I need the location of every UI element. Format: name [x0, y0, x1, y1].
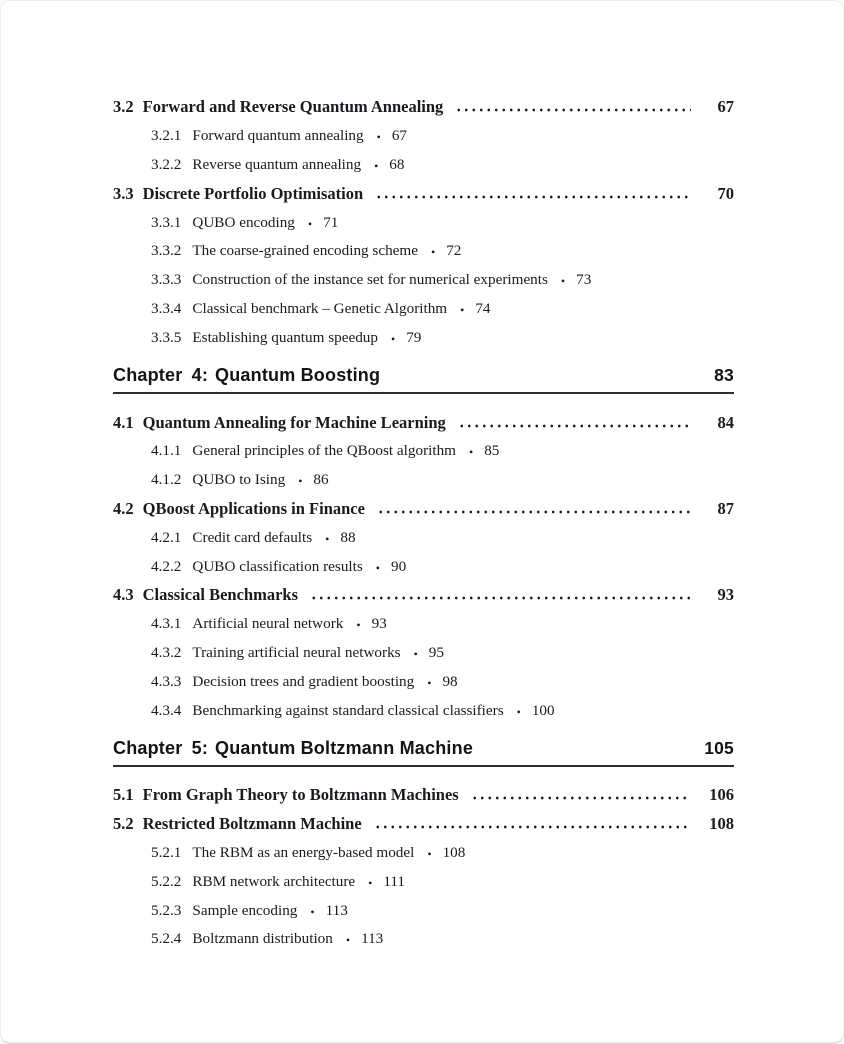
- page-number: 90: [391, 557, 407, 575]
- entry-number: 4.1: [113, 412, 134, 432]
- entry-number: 5.1: [113, 785, 134, 805]
- bullet-separator: •: [376, 130, 381, 145]
- toc-subsection-entry[interactable]: [113, 437, 734, 466]
- entry-title: Forward quantum annealing: [192, 127, 364, 145]
- entry-title: The RBM as an energy-based model: [192, 843, 415, 861]
- toc-subsection-entry[interactable]: [113, 696, 734, 725]
- toc-section-entry[interactable]: [113, 781, 734, 810]
- chapter-heading[interactable]: [113, 365, 734, 394]
- entry-number: 5.2.4: [151, 930, 182, 948]
- page-number: 67: [717, 97, 734, 117]
- entry-title: Decision trees and gradient boosting: [192, 672, 415, 690]
- toc-subsection-entry[interactable]: [113, 639, 734, 668]
- entry-title: QUBO classification results: [192, 557, 363, 575]
- entry-number: 4.3.4: [151, 701, 182, 719]
- bullet-separator: •: [468, 445, 474, 460]
- toc-section-entry[interactable]: [113, 408, 734, 437]
- chapter-label: Chapter 4:: [113, 365, 209, 386]
- toc-subsection-entry[interactable]: [113, 839, 734, 868]
- entry-number: 4.2.1: [151, 528, 182, 546]
- entry-title: Training artificial neural networks: [192, 643, 401, 661]
- dot-leader: [377, 495, 691, 524]
- entry-number: 3.2: [113, 97, 134, 117]
- dot-leader: [310, 581, 691, 610]
- page-number: 111: [383, 872, 406, 890]
- chapter-label: Chapter 5:: [113, 737, 209, 758]
- entry-title: QUBO encoding: [192, 213, 295, 231]
- dot-leader: [455, 93, 691, 122]
- toc-subsection-entry[interactable]: [113, 896, 734, 925]
- bullet-separator: •: [307, 216, 313, 231]
- page-number: 88: [340, 528, 356, 546]
- toc-subsection-entry[interactable]: [113, 122, 734, 151]
- chapter-page-number: 83: [714, 365, 734, 386]
- chapter-page-number: 105: [704, 737, 734, 758]
- entry-title: Sample encoding: [192, 901, 298, 919]
- bullet-separator: •: [427, 846, 432, 861]
- entry-number: 4.3.2: [151, 643, 182, 661]
- page-number: 68: [389, 155, 405, 173]
- bullet-separator: •: [298, 474, 303, 489]
- toc-subsection-entry[interactable]: [113, 466, 734, 495]
- chapter-title: Quantum Boltzmann Machine: [215, 737, 474, 758]
- bullet-separator: •: [325, 531, 330, 546]
- toc-section-entry[interactable]: [113, 179, 734, 208]
- toc-subsection-entry[interactable]: [113, 208, 734, 237]
- entry-number: 3.3.2: [151, 242, 182, 260]
- toc-subsection-entry[interactable]: [113, 151, 734, 180]
- table-of-contents: [1, 1, 843, 954]
- bullet-separator: •: [430, 245, 436, 260]
- page-number: 93: [717, 585, 734, 605]
- chapter-heading[interactable]: [113, 738, 734, 767]
- page-number: 70: [717, 183, 734, 203]
- bullet-separator: •: [368, 875, 373, 890]
- entry-number: 3.3.1: [151, 213, 182, 231]
- bullet-separator: •: [310, 904, 315, 919]
- entry-title: Benchmarking against standard classical classifiers: [192, 701, 504, 719]
- entry-title: QBoost Applications in Finance: [142, 498, 365, 518]
- toc-section-entry[interactable]: [113, 810, 734, 839]
- toc-subsection-entry[interactable]: [113, 925, 734, 954]
- toc-subsection-entry[interactable]: [113, 867, 734, 896]
- toc-subsection-entry[interactable]: [113, 667, 734, 696]
- entry-title: Establishing quantum speedup: [192, 328, 378, 346]
- bullet-separator: •: [560, 274, 566, 289]
- entry-number: 5.2.2: [151, 872, 182, 890]
- entry-title: Quantum Annealing for Machine Learning: [142, 412, 446, 432]
- page-number: 73: [576, 271, 592, 289]
- entry-number: 3.3.5: [151, 328, 182, 346]
- entry-number: 3.2.2: [151, 155, 182, 173]
- page-number: 85: [484, 442, 500, 460]
- page-number: 113: [361, 930, 384, 948]
- entry-title: Reverse quantum annealing: [192, 155, 362, 173]
- page-number: 108: [442, 843, 466, 861]
- entry-title: Classical Benchmarks: [142, 585, 299, 605]
- dot-leader: [471, 781, 691, 810]
- entry-number: 3.3.4: [151, 299, 182, 317]
- entry-number: 3.3: [113, 183, 134, 203]
- page-number: 67: [391, 127, 408, 145]
- page-number: 106: [709, 785, 734, 805]
- bullet-separator: •: [413, 646, 418, 661]
- entry-number: 3.2.1: [151, 127, 182, 145]
- entry-number: 4.3.1: [151, 615, 182, 633]
- dot-leader: [374, 810, 691, 839]
- entry-title: Forward and Reverse Quantum Annealing: [142, 97, 444, 117]
- bullet-separator: •: [427, 675, 432, 690]
- entry-number: 4.2.2: [151, 557, 182, 575]
- entry-title: General principles of the QBoost algorithm: [192, 442, 456, 460]
- entry-number: 4.3.3: [151, 672, 182, 690]
- entry-number: 5.2.1: [151, 843, 182, 861]
- bullet-separator: •: [374, 158, 379, 173]
- entry-title: Credit card defaults: [192, 528, 313, 546]
- toc-subsection-entry[interactable]: [113, 323, 734, 352]
- bullet-separator: •: [356, 618, 361, 633]
- toc-subsection-entry[interactable]: [113, 266, 734, 295]
- toc-subsection-entry[interactable]: [113, 237, 734, 266]
- toc-subsection-entry[interactable]: [113, 523, 734, 552]
- page-number: 113: [325, 901, 348, 919]
- entry-title: QUBO to Ising: [192, 471, 286, 489]
- toc-subsection-entry[interactable]: [113, 295, 734, 324]
- entry-number: 5.2.3: [151, 901, 182, 919]
- entry-title: From Graph Theory to Boltzmann Machines: [142, 785, 459, 805]
- bullet-separator: •: [375, 560, 380, 575]
- toc-subsection-entry[interactable]: [113, 610, 734, 639]
- entry-number: 4.1.2: [151, 471, 182, 489]
- page-number: 93: [371, 615, 387, 633]
- toc-section-entry[interactable]: [113, 93, 734, 122]
- toc-section-entry[interactable]: [113, 581, 734, 610]
- entry-title: Classical benchmark – Genetic Algorithm: [192, 299, 448, 317]
- page-number: 98: [442, 672, 458, 690]
- bullet-separator: •: [390, 331, 396, 346]
- entry-title: Artificial neural network: [192, 615, 344, 633]
- page-number: 108: [709, 814, 734, 834]
- entry-number: 4.2: [113, 498, 134, 518]
- page-number: 79: [406, 328, 422, 346]
- entry-title: RBM network architecture: [192, 872, 356, 890]
- dot-leader: [375, 179, 691, 208]
- bullet-separator: •: [516, 704, 521, 719]
- page-number: 95: [428, 643, 444, 661]
- entry-number: 5.2: [113, 814, 134, 834]
- entry-number: 4.1.1: [151, 442, 182, 460]
- entry-title: Discrete Portfolio Optimisation: [142, 183, 364, 203]
- toc-subsection-entry[interactable]: [113, 552, 734, 581]
- page-number: 84: [717, 412, 734, 432]
- entry-number: 4.3: [113, 585, 134, 605]
- bullet-separator: •: [345, 933, 351, 948]
- page-number: 87: [717, 498, 734, 518]
- page-number: 71: [323, 213, 339, 231]
- entry-title: Boltzmann distribution: [192, 930, 333, 948]
- page-number: 86: [313, 471, 329, 489]
- entry-title: Construction of the instance set for numerical experiments: [192, 271, 548, 289]
- page-number: 100: [531, 701, 555, 719]
- entry-title: The coarse-grained encoding scheme: [192, 242, 418, 260]
- entry-number: 3.3.3: [151, 271, 182, 289]
- bullet-separator: •: [460, 302, 465, 317]
- dot-leader: [458, 408, 691, 437]
- entry-title: Restricted Boltzmann Machine: [142, 814, 362, 834]
- toc-section-entry[interactable]: [113, 495, 734, 524]
- page-number: 72: [446, 242, 462, 260]
- page-number: 74: [475, 299, 491, 317]
- chapter-title: Quantum Boosting: [215, 365, 381, 386]
